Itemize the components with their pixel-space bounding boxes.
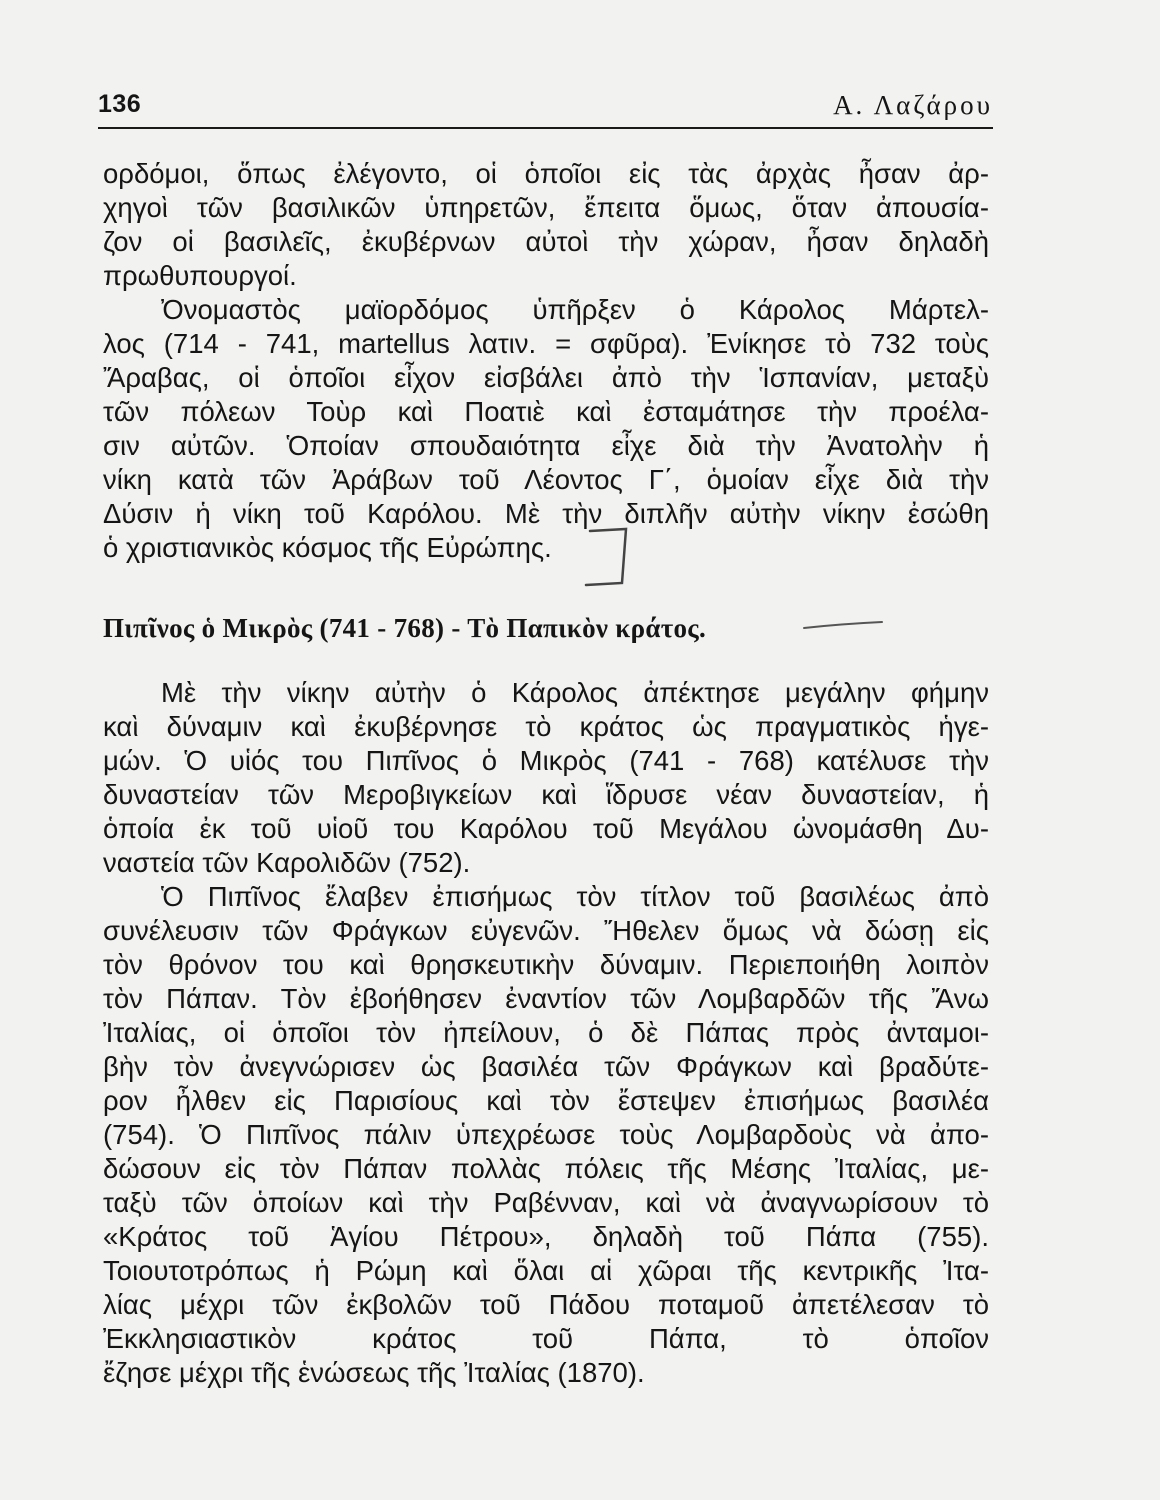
text-line: ὁ χριστιανικὸς κόσμος τῆς Εὐρώπης.: [103, 532, 552, 563]
running-head: Α. Λαζάρου: [833, 90, 993, 120]
text-line: «Κράτος τοῦ Ἁγίου Πέτρου», δηλαδὴ τοῦ Πάπα (755).: [103, 1221, 989, 1252]
text-line: σιν αὐτῶν. Ὁποίαν σπουδαιότητα εἶχε διὰ τὴν Ἀνατολὴν ἡ: [103, 430, 989, 461]
text-line: ζον οἱ βασιλεῖς, ἐκυβέρνων αὐτοὶ τὴν χώραν, ἦσαν δηλαδὴ: [103, 226, 989, 257]
pencil-underline-mark: [800, 618, 890, 634]
text-line: Ἰταλίας, οἱ ὁποῖοι τὸν ἠπείλουν, ὁ δὲ Πάπας πρὸς ἀνταμοι-: [103, 1017, 989, 1048]
text-line: Ἄραβας, οἱ ὁποῖοι εἶχον εἰσβάλει ἀπὸ τὴν Ἱσπανίαν, μεταξὺ: [103, 362, 989, 393]
text-line: τὸν Πάπαν. Τὸν ἐβοήθησεν ἐναντίον τῶν Λομβαρδῶν τῆς Ἄνω: [103, 983, 989, 1014]
text-line: Ἐκκλησιαστικὸν κράτος τοῦ Πάπα, τὸ ὁποῖον: [103, 1323, 989, 1354]
text-line: δυναστείαν τῶν Μεροβιγκείων καὶ ἵδρυσε νέαν δυναστείαν, ἡ: [103, 779, 989, 810]
text-line: τὸν θρόνον του καὶ θρησκευτικὴν δύναμιν. Περιεποιήθη λοιπὸν: [103, 949, 989, 980]
text-line: χηγοὶ τῶν βασιλικῶν ὑπηρετῶν, ἔπειτα ὅμως, ὅταν ἀπουσία-: [103, 192, 989, 223]
text-line: ἔζησε μέχρι τῆς ἑνώσεως τῆς Ἰταλίας (1870).: [103, 1357, 645, 1388]
text-line: Ὀνομαστὸς μαϊορδόμος ὑπῆρξεν ὁ Κάρολος Μάρτελ-: [161, 294, 989, 325]
text-line: βὴν τὸν ἀνεγνώρισεν ὡς βασιλέα τῶν Φράγκων καὶ βραδύτε-: [103, 1051, 989, 1082]
text-line: ταξὺ τῶν ὁποίων καὶ τὴν Ραβένναν, καὶ νὰ ἀναγνωρίσουν τὸ: [103, 1187, 989, 1218]
text-line: λίας μέχρι τῶν ἐκβολῶν τοῦ Πάδου ποταμοῦ ἀπετέλεσαν τὸ: [103, 1289, 989, 1320]
text-line: ναστεία τῶν Καρολιδῶν (752).: [103, 847, 471, 878]
page-number: 136: [98, 90, 142, 118]
text-line: τῶν πόλεων Τοὺρ καὶ Ποατιὲ καὶ ἐσταμάτησε τὴν προέλα-: [103, 396, 989, 427]
text-line: ρον ἦλθεν εἰς Παρισίους καὶ τὸν ἔστεψεν ἐπισήμως βασιλέα: [103, 1085, 989, 1116]
text-line: Τοιουτοτρόπως ἡ Ρώμη καὶ ὅλαι αἱ χῶραι τῆς κεντρικῆς Ἰτα-: [103, 1255, 989, 1286]
text-line: ορδόμοι, ὅπως ἐλέγοντο, οἱ ὁποῖοι εἰς τὰς ἀρχὰς ἦσαν ἀρ-: [103, 158, 989, 189]
text-line: λος (714 - 741, martellus λατιν. = σφῦρα). Ἐνίκησε τὸ 732 τοὺς: [103, 328, 989, 359]
text-line: δώσουν εἰς τὸν Πάπαν πολλὰς πόλεις τῆς Μέσης Ἰταλίας, με-: [103, 1153, 989, 1184]
header-rule: [98, 127, 993, 129]
text-line: πρωθυπουργοί.: [103, 260, 297, 291]
text-line: καὶ δύναμιν καὶ ἐκυβέρνησε τὸ κράτος ὡς πραγματικὸς ἡγε-: [103, 711, 989, 742]
text-line: ὁποία ἐκ τοῦ υἱοῦ του Καρόλου τοῦ Μεγάλου ὠνομάσθη Δυ-: [103, 813, 989, 844]
text-line: νίκη κατὰ τῶν Ἀράβων τοῦ Λέοντος Γ΄, ὁμοίαν εἶχε διὰ τὴν: [103, 464, 989, 495]
text-line: (754). Ὁ Πιπῖνος πάλιν ὑπεχρέωσε τοὺς Λομβαρδοὺς νὰ ἀπο-: [103, 1119, 989, 1150]
pencil-bracket-mark: [560, 525, 650, 595]
section-heading: Πιπῖνος ὁ Μικρὸς (741 - 768) - Τὸ Παπικὸν κράτος.: [103, 613, 706, 643]
text-line: μών. Ὁ υἱός του Πιπῖνος ὁ Μικρὸς (741 - 768) κατέλυσε τὴν: [103, 745, 989, 776]
text-line: συνέλευσιν τῶν Φράγκων εὐγενῶν. Ἤθελεν ὅμως νὰ δώσῃ εἰς: [103, 915, 989, 946]
text-line: Μὲ τὴν νίκην αὐτὴν ὁ Κάρολος ἀπέκτησε μεγάλην φήμην: [161, 677, 989, 708]
text-line: Ὁ Πιπῖνος ἔλαβεν ἐπισήμως τὸν τίτλον τοῦ βασιλέως ἀπὸ: [161, 881, 989, 912]
text-line: Δύσιν ἡ νίκη τοῦ Καρόλου. Μὲ τὴν διπλῆν αὐτὴν νίκην ἐσώθη: [103, 498, 989, 529]
page-header: [98, 90, 993, 126]
